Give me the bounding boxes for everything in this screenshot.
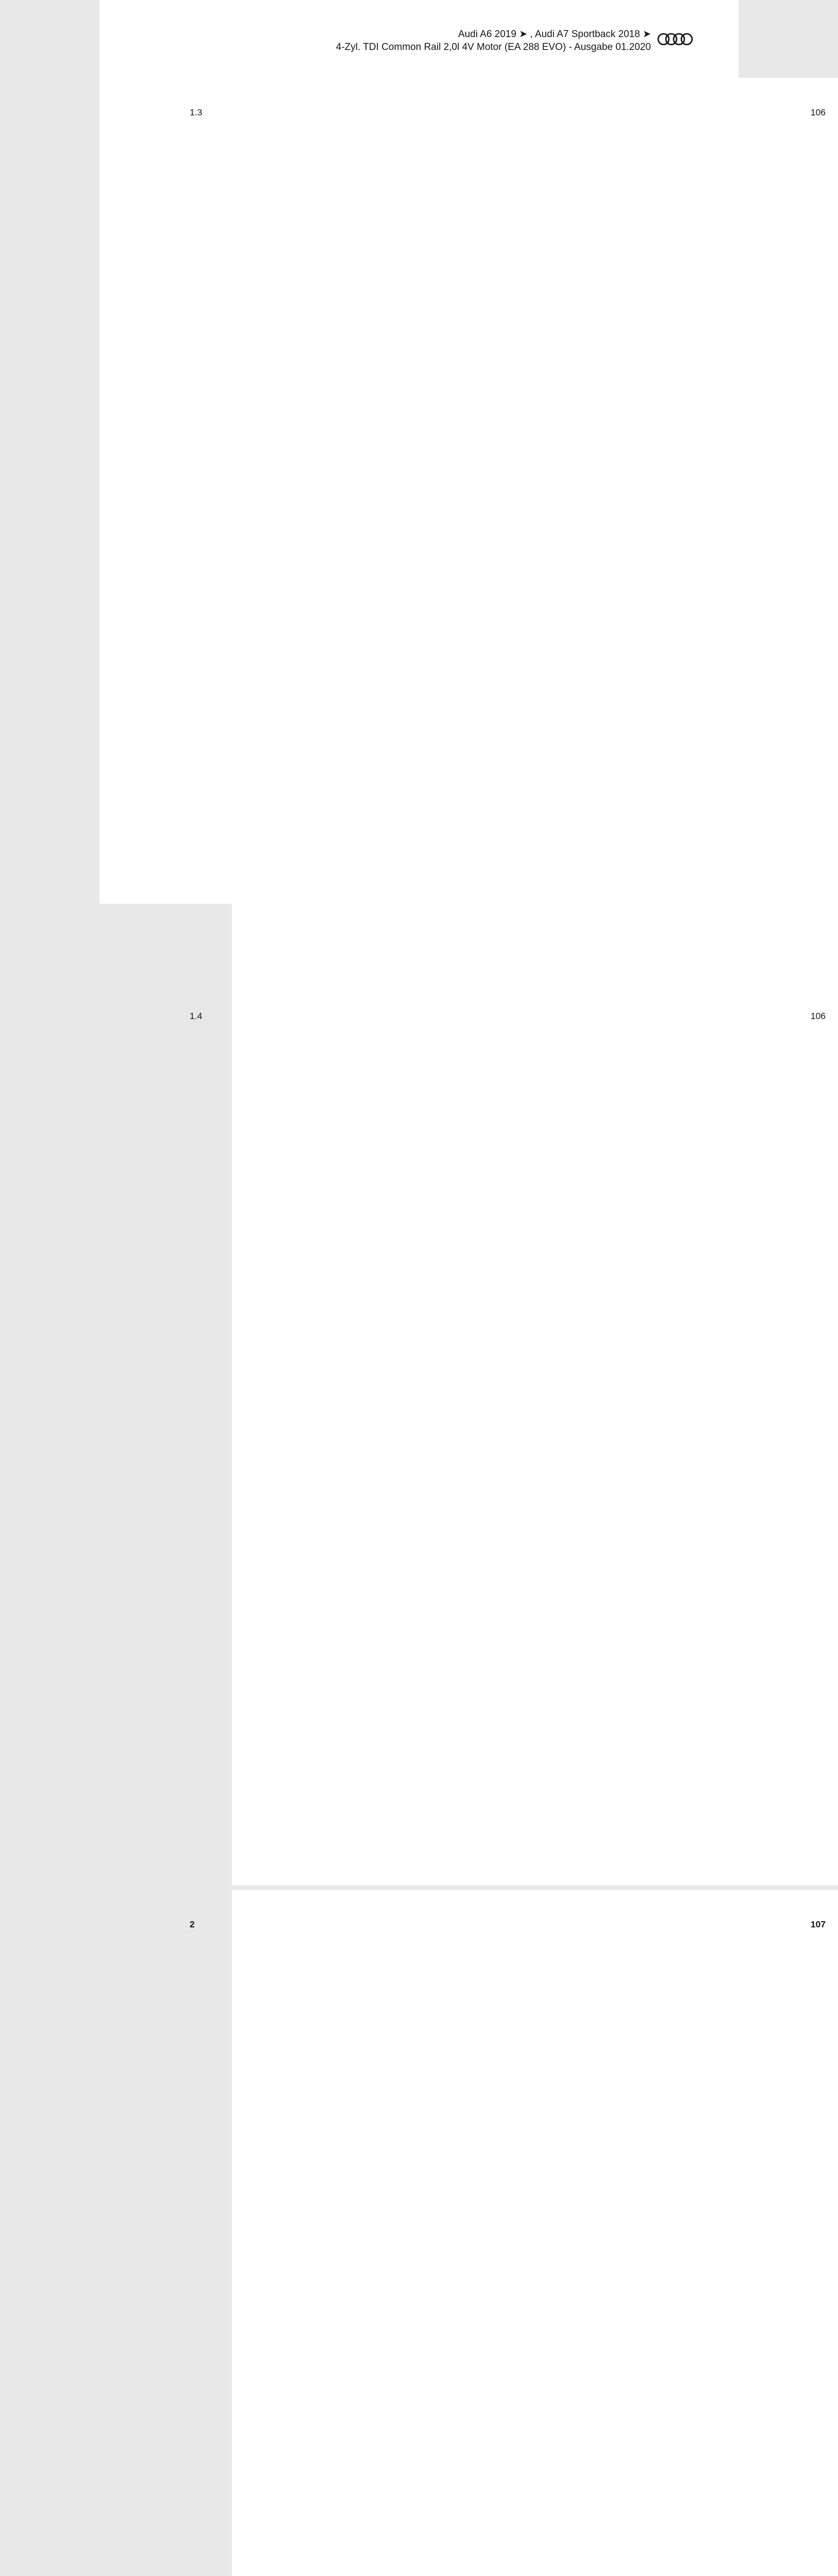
toc-entry-number: 2 [190,1919,195,1929]
toc-row [168,78,826,981]
manual-toc-page [99,0,826,1929]
header-models-line: Audi A6 2019 ➤ , Audi A7 Sportback 2018 ➤ [458,29,651,40]
page-header [168,28,693,54]
toc-row [168,981,826,1885]
toc-entry-page: 106 [232,78,838,981]
header-engine-line: 4-Zyl. TDI Common Rail 2,0l 4V Motor (EA 288 EVO) - Ausgabe 01.2020 [336,42,651,53]
table-of-contents [168,78,826,2576]
toc-entry-page: 107 [232,1890,838,2576]
toc-entry-number: 1.3 [190,107,203,117]
toc-entry-page: 106 [232,981,838,1885]
header-text [168,28,651,54]
audi-rings-icon [657,32,693,48]
toc-row [168,1890,826,2576]
toc-entry-number: 1.4 [190,1011,203,1021]
